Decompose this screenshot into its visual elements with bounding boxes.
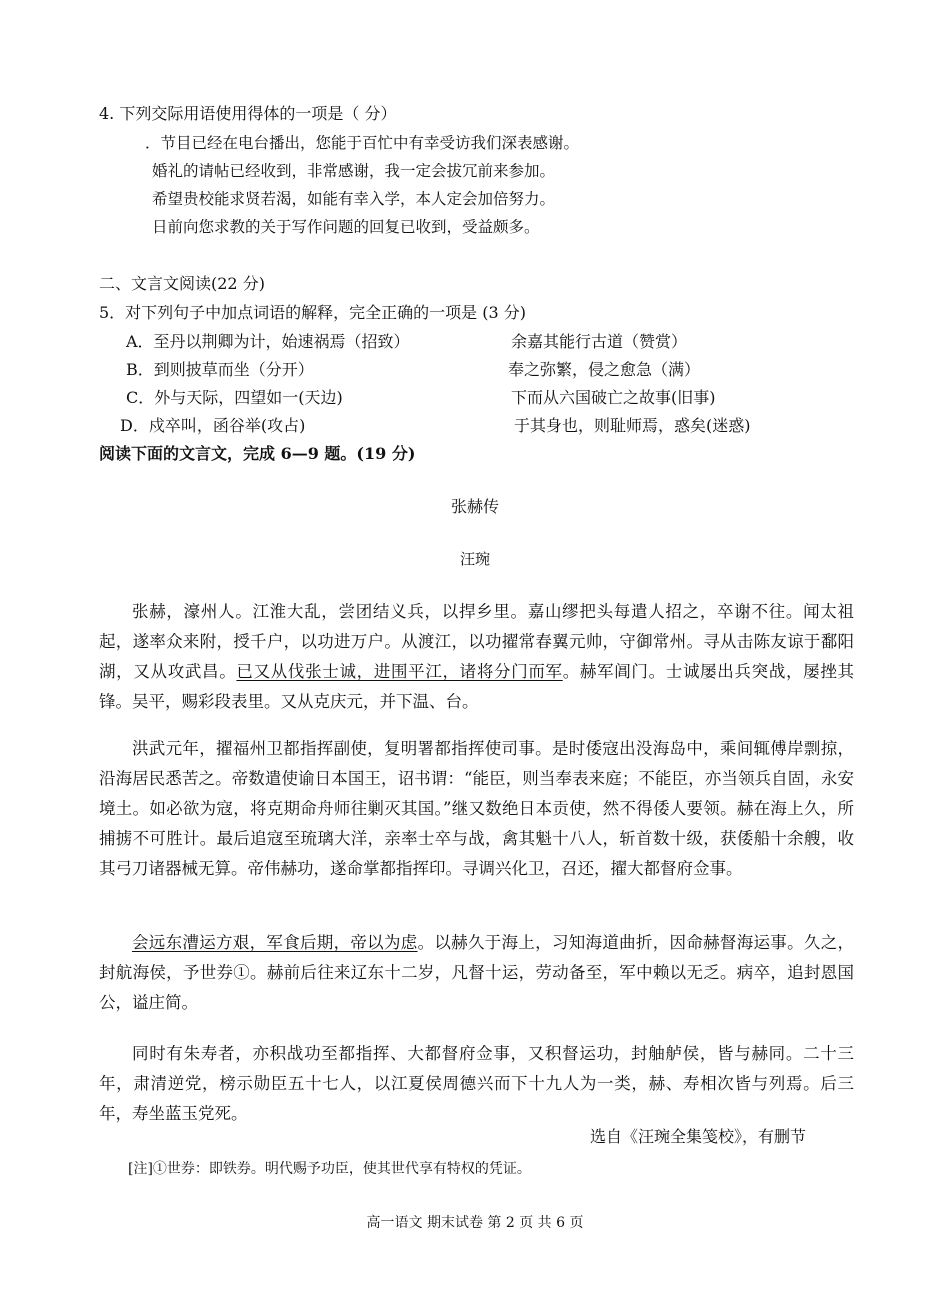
passage-paragraph-3 <box>99 928 854 1018</box>
p3-after: 。以赫久于海上，习知海道曲折，因命赫督海运事。久之，封航海侯，予世券①。赫前后往来辽东十二岁，凡督十运，劳动备至，军中赖以无乏。病卒，追封恩国公，谥庄简。 <box>99 933 855 1012</box>
passage-paragraph-4 <box>99 1039 854 1129</box>
passage-paragraph-2 <box>99 734 854 884</box>
p2-text: 洪武元年，擢福州卫都指挥副使，复明署都指挥使司事。是时倭寇出没海岛中，乘间辄傅岸剽掠，沿海居民悉苦之。帝数遣使谕日本国王，诏书谓：“能臣，则当奉表来庭；不能臣，亦当领兵自固，永安境土。如必欲为寇，将克期命舟师往剿灭其国。”继又数绝日本贡使，然不得倭人要领。赫在海上久，所捕掳不可胜计。最后追寇至琉璃大洋，亲率士卒与战，禽其魁十八人，斩首数十级，获倭船十余艘，收其弓刀诸器械无算。帝伟赫功，遂命掌都指挥印。寻调兴化卫，召还，擢大都督府佥事。 <box>99 739 854 878</box>
reading-instruction: 阅读下面的文言文，完成 6—9 题。(19 分) <box>99 444 416 463</box>
passage-author: 汪琬 <box>459 550 490 568</box>
q5-option-a-left: A．至丹以荆卿为计，始速祸焉（招致） <box>126 332 410 351</box>
q4-option-a: ．节目已经在电台播出，您能于百忙中有幸受访我们深表感谢。 <box>145 134 580 152</box>
q5-option-a-right: 余嘉其能行古道（赞赏） <box>511 332 688 351</box>
q4-option-d: 日前向您求教的关于写作问题的回复已收到，受益颇多。 <box>152 218 540 236</box>
q5-option-b-left: B．到则披草而坐（分开） <box>126 360 314 379</box>
p3-underlined: 会远东漕运方艰，军食后期，帝以为虑 <box>132 933 418 952</box>
q5-option-d-right: 于其身也，则耻师焉，惑矣(迷惑) <box>514 416 751 435</box>
q4-option-b: 婚礼的请帖已经收到，非常感谢，我一定会拔冗前来参加。 <box>152 162 556 180</box>
passage-title: 张赫传 <box>450 497 499 516</box>
p1-underlined: 已又从伐张士诚，进围平江，诸将分门而军 <box>236 662 563 681</box>
page-footer: 高一语文 期末试卷 第 2 页 共 6 页 <box>366 1215 584 1231</box>
p1-after: 。赫军阊门。士诚屡出兵突战，屡挫其锋。吴平，赐彩段表里。又从克庆元，并下温、台。 <box>99 662 855 711</box>
q4-stem: 4. 下列交际用语使用得体的一项是（ 分） <box>99 104 397 123</box>
q4-option-c: 希望贵校能求贤若渴，如能有幸入学，本人定会加倍努力。 <box>152 190 556 208</box>
passage-source: 选自《汪琬全集笺校》，有删节 <box>590 1127 807 1146</box>
p1-before: 张赫，濠州人。江淮大乱，尝团结义兵，以捍乡里。嘉山缪把头每遣人招之，卒谢不往。闻太祖起，遂率众来附，授千户，以功进万户。从渡江，以功擢常春翼元帅，守御常州。寻从击陈友谅于鄱阳湖，又从攻武昌。 <box>99 602 854 681</box>
section-heading: 二、文言文阅读(22 分) <box>99 274 265 293</box>
q5-option-d-left: D．戍卒叫，函谷举(攻占) <box>120 416 306 435</box>
q5-option-b-right: 奉之弥繁，侵之愈急（满） <box>508 360 701 379</box>
q5-stem: 5．对下列句子中加点词语的解释，完全正确的一项是 (3 分) <box>99 303 527 322</box>
q5-option-c-left: C．外与天际，四望如一(天边) <box>126 388 343 407</box>
footnote: [注]①世券：即铁券。明代赐予功臣，使其世代享有特权的凭证。 <box>128 1161 531 1177</box>
passage-paragraph-1 <box>99 597 854 717</box>
p4-text: 同时有朱寿者，亦积战功至都指挥、大都督府佥事，又积督运功，封舳舻侯，皆与赫同。二十三年，肃清逆党，榜示勋臣五十七人，以江夏侯周德兴而下十九人为一类，赫、寿相次皆与列焉。后三年，寿坐蓝玉党死。 <box>99 1044 854 1123</box>
q5-option-c-right: 下而从六国破亡之故事(旧事) <box>511 388 716 407</box>
